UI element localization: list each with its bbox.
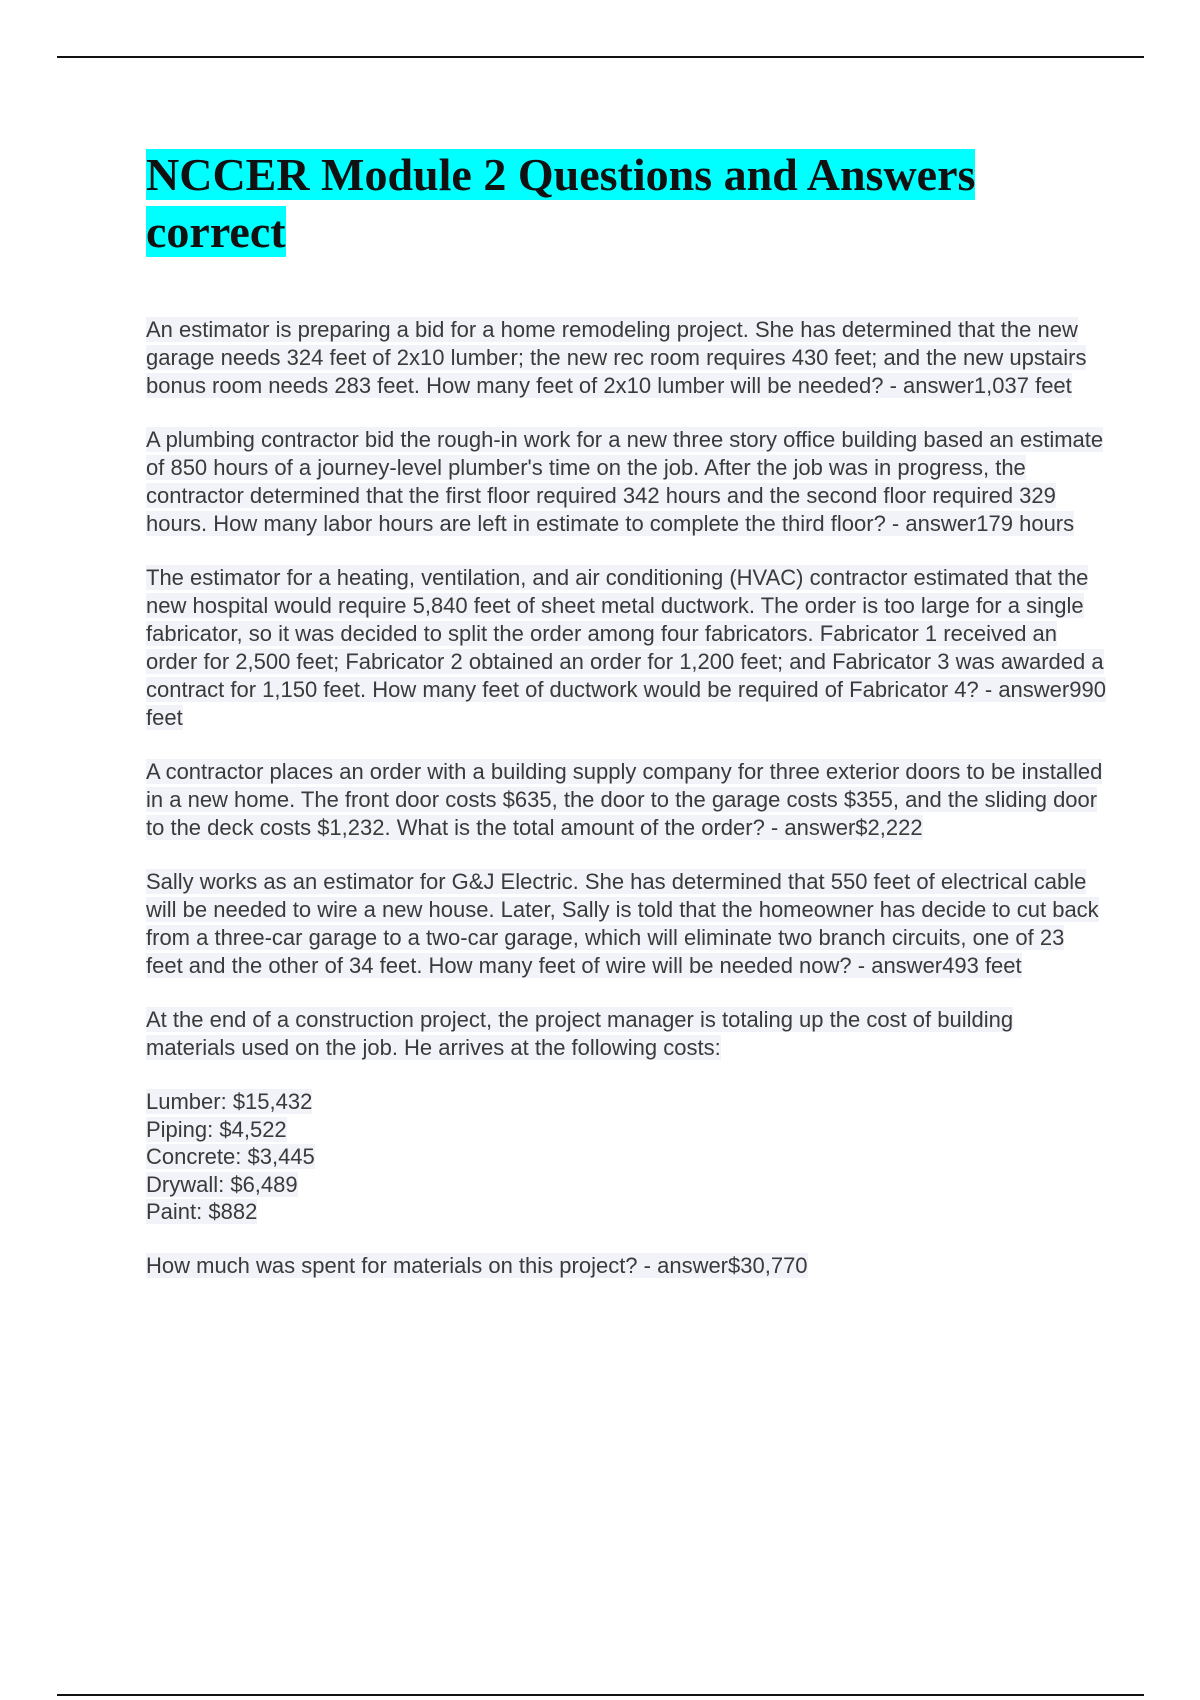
question-6-final: How much was spent for materials on this project? - answer$30,770 [146,1252,808,1278]
question-2: A plumbing contractor bid the rough-in work for a new three story office building based an estimate of 850 hours of a journey-level plumber's time on the job. After the job was in progress, the contractor determined that the first floor required 342 hours and the second floor required 329 hours. How many labor hours are left in estimate to complete the third floor? - answer179 hours [146,427,1104,536]
question-6-intro: At the end of a construction project, the project manager is totaling up the cost of building materials used on the job. He arrives at the following costs: [146,1007,1014,1060]
cost-list [146,1088,1106,1226]
list-item: Paint: $882 [146,1199,258,1224]
document-title: NCCER Module 2 Questions and Answers correct [146,149,976,257]
question-5: Sally works as an estimator for G&J Electric. She has determined that 550 feet of electrical cable will be needed to wire a new house. Later, Sally is told that the homeowner has decide to cut back from a three-car garage to a two-car garage, which will eliminate two branch circuits, one of 23 feet and the other of 34 feet. How many feet of wire will be needed now? - answer493 feet [146,869,1099,978]
document-body [146,146,1106,1306]
bottom-rule [57,1694,1144,1696]
top-rule [57,56,1144,58]
list-item: Drywall: $6,489 [146,1171,298,1197]
question-1: An estimator is preparing a bid for a home remodeling project. She has determined that the new garage needs 324 feet of 2x10 lumber; the new rec room requires 430 feet; and the new upstairs bonus room needs 283 feet. How many feet of 2x10 lumber will be needed? - answer1,037 feet [146,317,1087,398]
question-4: A contractor places an order with a building supply company for three exterior doors to be installed in a new home. The front door costs $635, the door to the garage costs $355, and the sliding door to the deck costs $1,232. What is the total amount of the order? - answer$2,222 [146,759,1103,840]
list-item: Piping: $4,522 [146,1116,287,1142]
list-item: Lumber: $15,432 [146,1089,313,1114]
list-item: Concrete: $3,445 [146,1144,315,1169]
question-3: The estimator for a heating, ventilation, and air conditioning (HVAC) contractor estimated that the new hospital would require 5,840 feet of sheet metal ductwork. The order is too large for a single fabricator, so it was decided to split the order among four fabricators. Fabricator 1 received an order for 2,500 feet; Fabricator 2 obtained an order for 1,200 feet; and Fabricator 3 was awarded a contract for 1,150 feet. How many feet of ductwork would be required of Fabricator 4? - answer990 feet [146,565,1106,730]
